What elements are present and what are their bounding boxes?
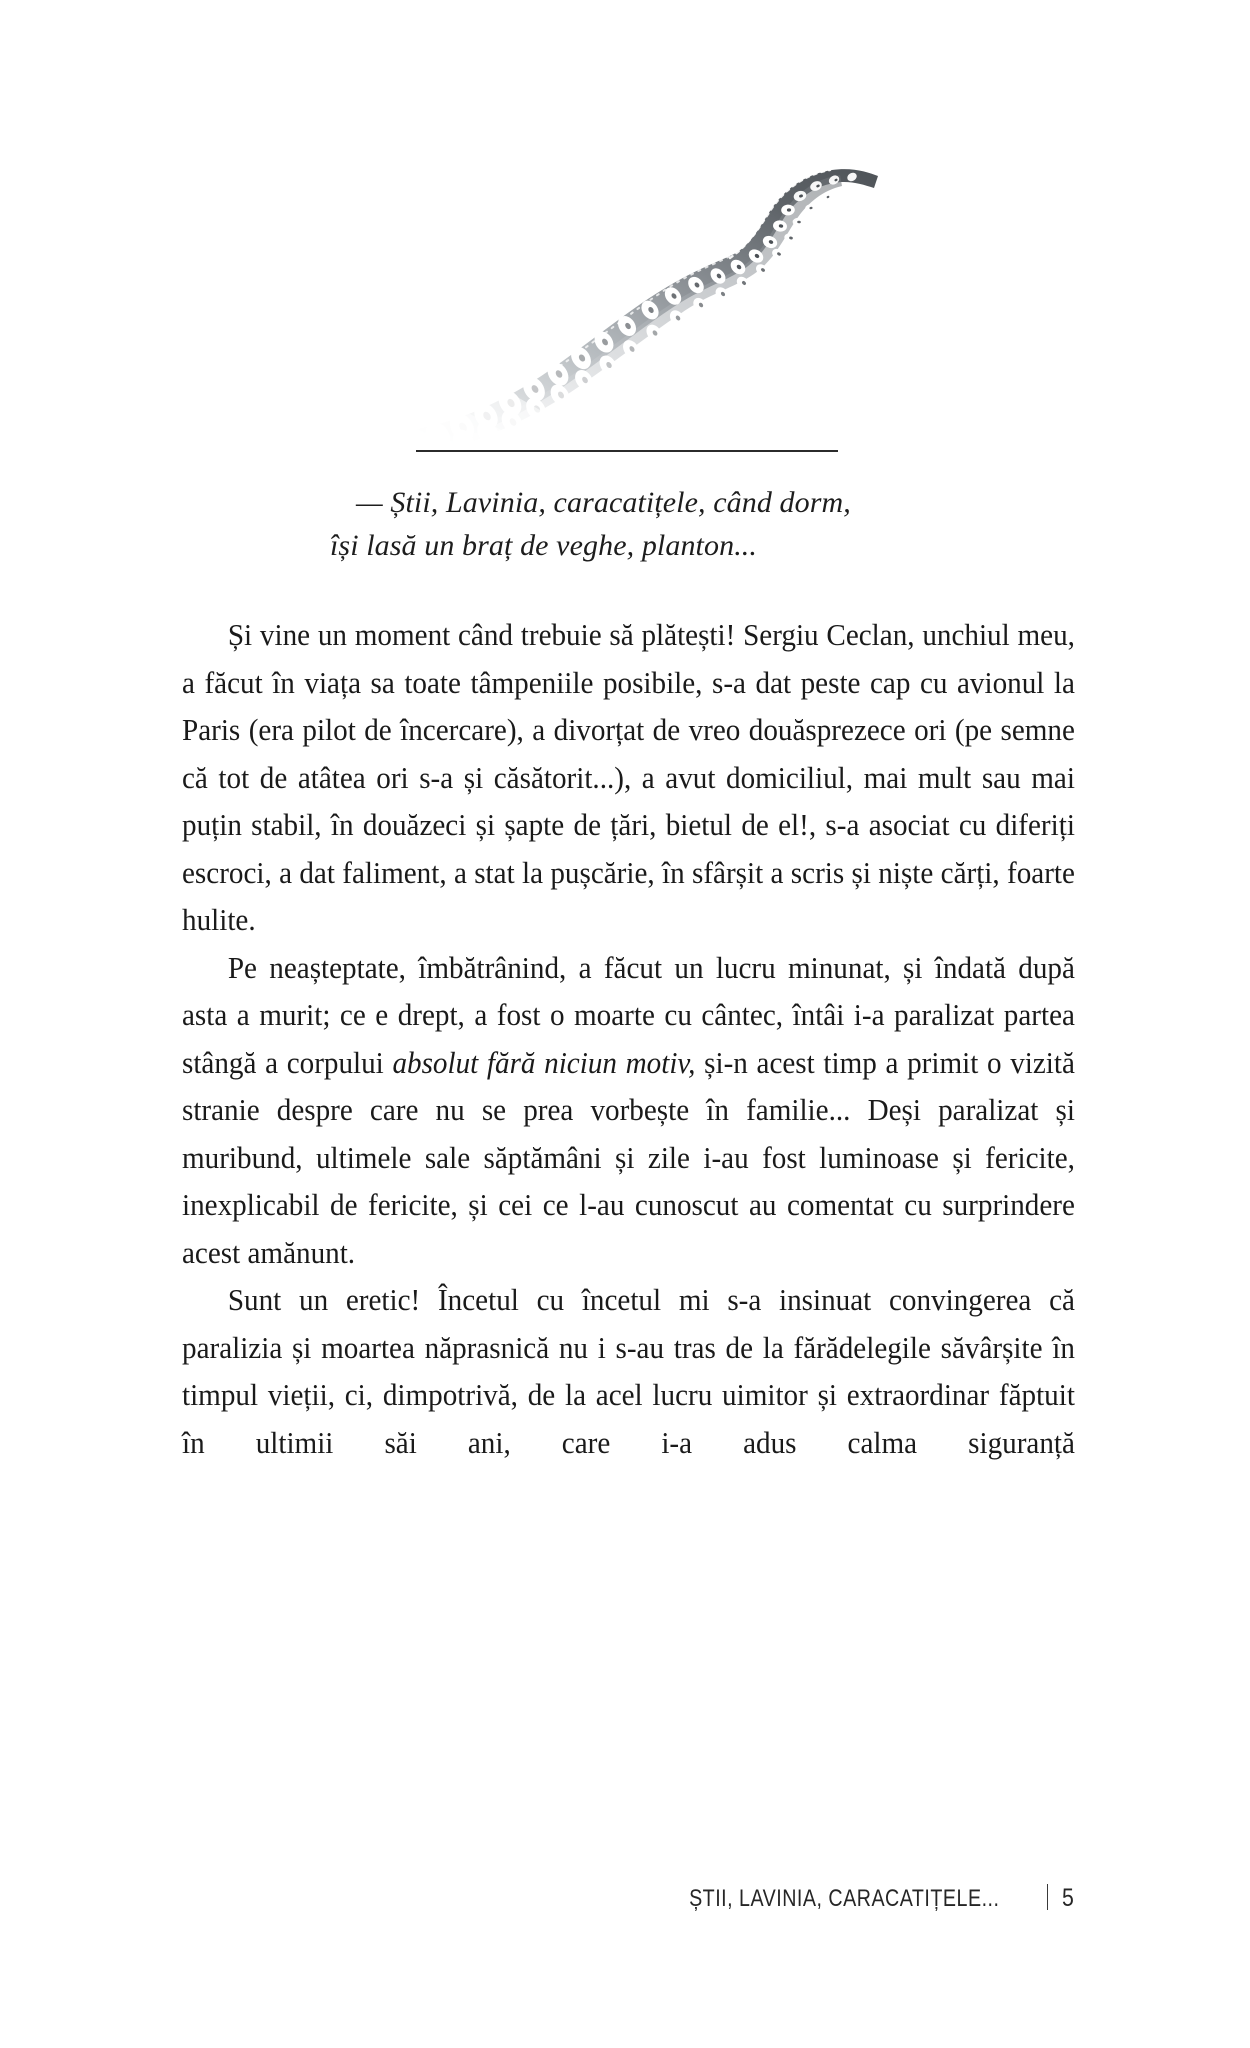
- text-run: Și vine un moment când trebuie să plătești! Sergiu Ceclan, unchiul meu, a făcut în viața sa toate tâmpeniile posibile, s-a dat peste cap cu avionul la Paris (era pilot de încercare), a divorțat de vreo douăsprezece ori (pe semne că tot de atâtea ori s-a și căsătorit...), a avut domiciliul, mai mult sau mai puțin stabil, în douăzeci și șapte de țări, bietul de el!, s-a asociat cu diferiți escroci, a dat faliment, a stat la pușcărie, în sfârșit a scris și niște cărți, foarte hulite.: [182, 618, 1075, 937]
- text-run: Pe neașteptate, îmbătrânind, a făcut un lucru minunat, și îndată după asta a murit; ce e drept, a fost o moarte cu cântec, întâi i-a paralizat partea stângă a corpului: [182, 950, 1075, 1080]
- text-run: și-n acest timp a primit o vizită stranie despre care nu se prea vorbește în familie... Deși paralizat și muribund, ultimele sale săptămâni și zile i-au fost luminoase și fericite, inexplicabil de fericite, și cei ce l-au cunoscut au comentat cu surprindere acest amănunt.: [182, 1045, 1075, 1270]
- running-title: ȘTII, LAVINIA, CARACATIȚELE...: [689, 1885, 1000, 1912]
- text-run: Sunt un eretic! Încetul cu încetul mi s-a insinuat convingerea că paralizia și moartea năprasnică nu i s-au tras de la fărădelegile săvârșite în timpul vieții, ci, dimpotrivă, de la acel lucru uimitor și extraordinar făptuit în ultimii săi ani, care i-a adus calma siguranță: [182, 1283, 1075, 1460]
- footer-separator: [1047, 1884, 1049, 1910]
- section-divider-rule: [416, 450, 838, 452]
- epigraph-line-1: — Știi, Lavinia, caracatițele, când dorm,: [356, 486, 851, 519]
- paragraph-3: [182, 1277, 1075, 1467]
- page-footer: [182, 1880, 1075, 1913]
- paragraph-2: [182, 945, 1075, 1278]
- paragraph-1: [182, 612, 1075, 945]
- octopus-tentacle-illustration: [400, 130, 900, 450]
- epigraph: [330, 482, 1070, 567]
- epigraph-line-2: își lasă un braț de veghe, planton...: [330, 528, 757, 562]
- page-number: 5: [1062, 1884, 1074, 1912]
- emphasized-phrase: absolut fără niciun motiv,: [392, 1045, 696, 1080]
- body-text: [182, 612, 1075, 1467]
